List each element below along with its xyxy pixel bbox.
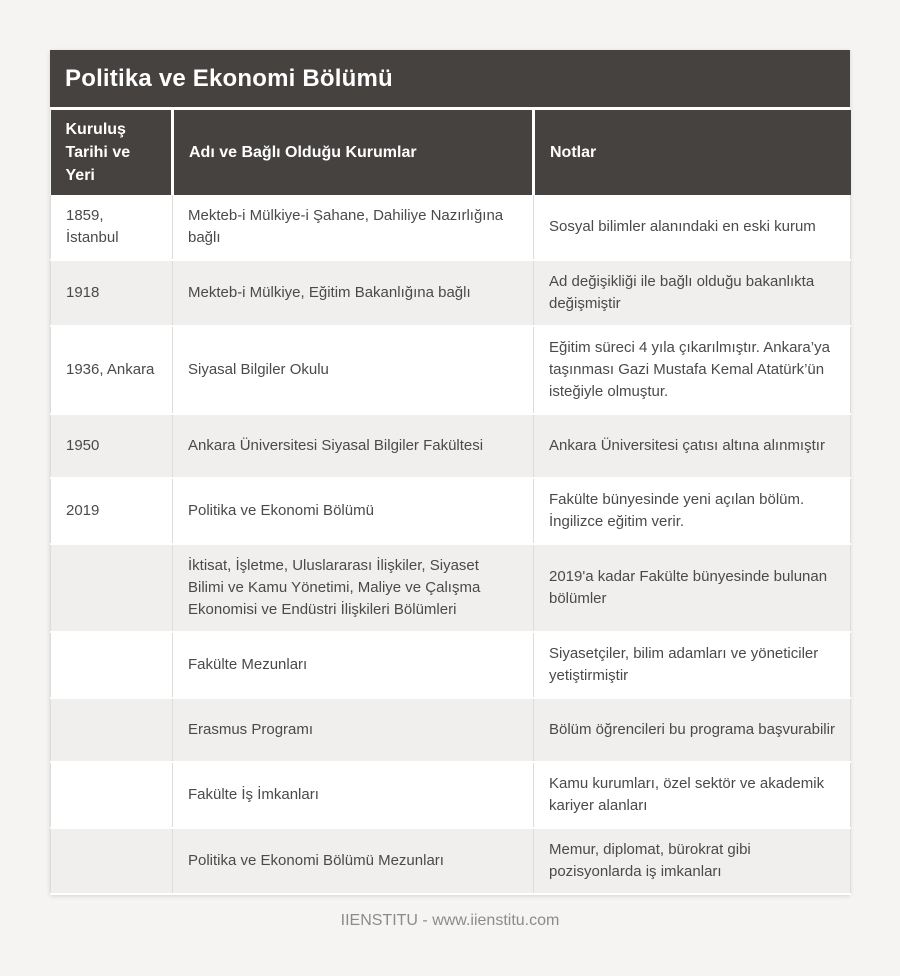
cell-founding-date <box>51 762 173 828</box>
cell-name: İktisat, İşletme, Uluslararası İlişkiler, Siyaset Bilimi ve Kamu Yönetimi, Maliye ve Çalışma Ekonomisi ve Endüstri İlişkileri Bölümleri <box>173 544 534 632</box>
cell-note: Siyasetçiler, bilim adamları ve yöneticiler yetiştirmiştir <box>534 632 851 698</box>
cell-name: Siyasal Bilgiler Okulu <box>173 326 534 414</box>
cell-note: Ankara Üniversitesi çatısı altına alınmıştır <box>534 414 851 478</box>
cell-note: Sosyal bilimler alanındaki en eski kurum <box>534 195 851 260</box>
cell-founding-date <box>51 544 173 632</box>
table-row <box>51 414 851 478</box>
cell-name: Mekteb-i Mülkiye-i Şahane, Dahiliye Nazırlığına bağlı <box>173 195 534 260</box>
info-table <box>50 110 851 895</box>
cell-founding-date: 1950 <box>51 414 173 478</box>
header-row <box>51 110 851 195</box>
table-row <box>51 326 851 414</box>
table-row <box>51 260 851 326</box>
column-header-founding-date: Kuruluş Tarihi ve Yeri <box>51 110 173 195</box>
cell-founding-date: 1918 <box>51 260 173 326</box>
cell-note: Ad değişikliği ile bağlı olduğu bakanlıkta değişmiştir <box>534 260 851 326</box>
cell-name: Mekteb-i Mülkiye, Eğitim Bakanlığına bağlı <box>173 260 534 326</box>
cell-founding-date <box>51 698 173 762</box>
cell-founding-date: 1859, İstanbul <box>51 195 173 260</box>
column-header-notes: Notlar <box>534 110 851 195</box>
table-row <box>51 632 851 698</box>
cell-name: Politika ve Ekonomi Bölümü <box>173 478 534 544</box>
cell-founding-date <box>51 828 173 894</box>
table-row <box>51 195 851 260</box>
table-row <box>51 698 851 762</box>
cell-founding-date: 1936, Ankara <box>51 326 173 414</box>
cell-note: Kamu kurumları, özel sektör ve akademik kariyer alanları <box>534 762 851 828</box>
cell-name: Fakülte İş İmkanları <box>173 762 534 828</box>
cell-name: Erasmus Programı <box>173 698 534 762</box>
cell-note: Fakülte bünyesinde yeni açılan bölüm. İngilizce eğitim verir. <box>534 478 851 544</box>
table-row <box>51 828 851 894</box>
cell-founding-date <box>51 632 173 698</box>
footer-credit: IIENSTITU - www.iienstitu.com <box>340 912 560 929</box>
cell-note: Memur, diplomat, bürokrat gibi pozisyonlarda iş imkanları <box>534 828 851 894</box>
info-table-card <box>50 50 850 895</box>
cell-note: Eğitim süreci 4 yıla çıkarılmıştır. Ankara’ya taşınması Gazi Mustafa Kemal Atatürk’ün isteğiyle olmuştur. <box>534 326 851 414</box>
cell-name: Politika ve Ekonomi Bölümü Mezunları <box>173 828 534 894</box>
cell-name: Ankara Üniversitesi Siyasal Bilgiler Fakültesi <box>173 414 534 478</box>
table-row <box>51 762 851 828</box>
table-row <box>51 544 851 632</box>
cell-founding-date: 2019 <box>51 478 173 544</box>
table-row <box>51 478 851 544</box>
page-title: Politika ve Ekonomi Bölümü <box>50 50 850 110</box>
cell-name: Fakülte Mezunları <box>173 632 534 698</box>
cell-note: 2019'a kadar Fakülte bünyesinde bulunan bölümler <box>534 544 851 632</box>
cell-note: Bölüm öğrencileri bu programa başvurabilir <box>534 698 851 762</box>
column-header-name-institutions: Adı ve Bağlı Olduğu Kurumlar <box>173 110 534 195</box>
